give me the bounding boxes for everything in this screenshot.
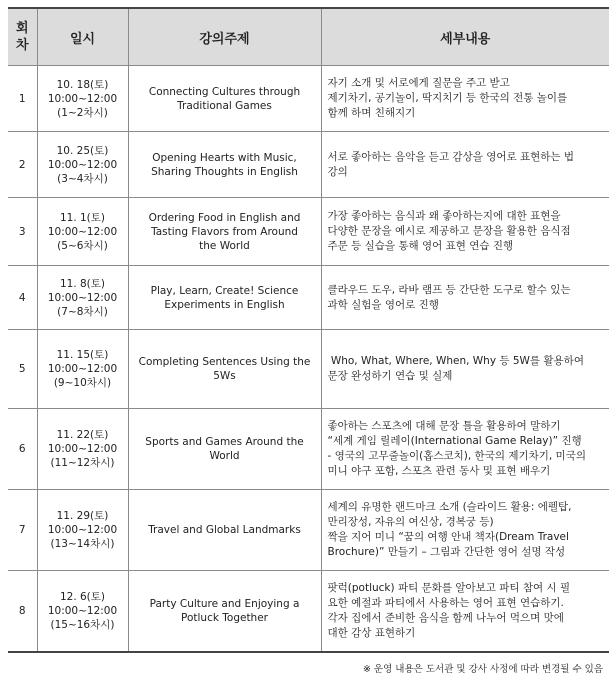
topic-line: Completing Sentences Using the	[138, 356, 311, 368]
table-row	[8, 266, 609, 330]
round-number: 1	[8, 66, 37, 132]
datetime-cell	[37, 571, 128, 652]
topic-line: Travel and Global Landmarks	[148, 524, 301, 536]
header-topic: 강의주제	[128, 8, 321, 66]
topic-cell	[128, 571, 321, 652]
detail-line: 요한 예절과 파티에서 사용하는 영어 표현 연습하기.	[327, 596, 564, 609]
session-text: (11~12차시)	[50, 457, 115, 469]
table-row	[8, 571, 609, 652]
round-number: 5	[8, 330, 37, 409]
table-row	[8, 409, 609, 490]
detail-line: 미니 야구 포함, 스포츠 관련 동사 및 표현 배우기	[327, 465, 551, 477]
topic-cell	[128, 198, 321, 266]
detail-line: Who, What, Where, When, Why 등 5W를 활용하여	[327, 355, 584, 367]
detail-line: 문장 완성하기 연습 및 실제	[327, 370, 453, 382]
topic-line: Tasting Flavors from Around	[151, 225, 298, 238]
table-row	[8, 198, 609, 266]
detail-line: 좋아하는 스포츠에 대해 문장 틀을 활용하여 말하기	[327, 420, 561, 432]
topic-line: the World	[199, 239, 250, 252]
topic-cell	[128, 66, 321, 132]
detail-cell	[321, 330, 609, 409]
topic-cell	[128, 330, 321, 409]
detail-line: 세계의 유명한 랜드마크 소개 (슬라이드 활용: 에펠탑,	[327, 501, 572, 513]
datetime-cell	[37, 266, 128, 330]
detail-line: 각자 집에서 준비한 음식을 함께 나누어 먹으며 맛에	[327, 611, 564, 624]
topic-cell	[128, 409, 321, 490]
topic-line: Ordering Food in English and	[148, 211, 301, 224]
header-round-line-1: 회	[15, 21, 29, 36]
detail-line: 서로 좋아하는 음악을 듣고 감상을 영어로 표현하는 법	[327, 150, 575, 163]
detail-line: 강의	[327, 165, 348, 178]
schedule-table	[8, 7, 609, 653]
date-text: 11. 22(토)	[56, 429, 109, 441]
header-row	[8, 8, 609, 66]
topic-line: Potluck Together	[181, 611, 268, 624]
detail-cell	[321, 409, 609, 490]
topic-line: Sports and Games Around the	[145, 436, 304, 448]
header-details: 세부내용	[321, 8, 609, 66]
date-text: 11. 8(토)	[59, 277, 106, 290]
detail-line: 다양한 문장을 예시로 제공하고 문장을 활용한 음식점	[327, 225, 571, 237]
time-text: 10:00~12:00	[47, 443, 118, 455]
header-round	[8, 8, 37, 66]
detail-cell	[321, 66, 609, 132]
header-round-line-2: 차	[15, 38, 29, 53]
session-text: (5~6차시)	[57, 239, 108, 252]
detail-line: 클라우드 도우, 라바 램프 등 간단한 도구로 할수 있는	[327, 283, 571, 296]
session-text: (1~2차시)	[57, 106, 108, 119]
date-text: 12. 6(토)	[59, 590, 106, 603]
topic-line: Sharing Thoughts in English	[151, 165, 298, 178]
datetime-cell	[37, 409, 128, 490]
detail-line: 대한 감상 표현하기	[327, 626, 416, 639]
detail-line: 주문 등 실습을 통해 영어 표현 연습 진행	[327, 240, 514, 252]
session-text: (7~8차시)	[57, 305, 108, 318]
datetime-cell	[37, 66, 128, 132]
topic-line: Traditional Games	[177, 99, 272, 112]
topic-line: 5Ws	[213, 370, 236, 382]
datetime-cell	[37, 132, 128, 198]
detail-cell	[321, 490, 609, 571]
round-number: 6	[8, 409, 37, 490]
round-number: 8	[8, 571, 37, 652]
topic-cell	[128, 490, 321, 571]
detail-cell	[321, 132, 609, 198]
datetime-cell	[37, 330, 128, 409]
table-row	[8, 132, 609, 198]
footnote: ※ 운영 내용은 도서관 및 강사 사정에 따라 변경될 수 있음	[362, 664, 603, 675]
topic-line: Connecting Cultures through	[148, 85, 301, 98]
datetime-cell	[37, 490, 128, 571]
topic-cell	[128, 266, 321, 330]
topic-line: World	[209, 450, 240, 462]
date-text: 11. 15(토)	[56, 349, 109, 361]
header-datetime: 일시	[37, 8, 128, 66]
detail-line: “세계 게임 릴레이(International Game Relay)” 진행	[327, 435, 582, 447]
detail-line: 함께 하며 친해지기	[327, 107, 416, 119]
detail-line: 짝을 지어 미니 “꿈의 여행 안내 책자(Dream Travel	[327, 531, 569, 543]
table-row	[8, 66, 609, 132]
detail-line: 가장 좋아하는 음식과 왜 좋아하는지에 대한 표현을	[327, 210, 561, 222]
session-text: (3~4차시)	[57, 172, 108, 185]
time-text: 10:00~12:00	[47, 363, 118, 375]
round-number: 2	[8, 132, 37, 198]
detail-line: 제기차기, 공기놀이, 딱지치기 등 한국의 전통 놀이를	[327, 92, 568, 104]
date-text: 10. 18(토)	[56, 78, 109, 91]
round-number: 4	[8, 266, 37, 330]
round-number: 7	[8, 490, 37, 571]
topic-cell	[128, 132, 321, 198]
session-text: (13~14차시)	[50, 538, 115, 550]
date-text: 11. 1(토)	[59, 211, 106, 224]
table-row	[8, 490, 609, 571]
round-number: 3	[8, 198, 37, 266]
date-text: 11. 29(토)	[56, 510, 109, 522]
time-text: 10:00~12:00	[47, 225, 118, 238]
topic-line: Opening Hearts with Music,	[152, 151, 297, 164]
detail-cell	[321, 198, 609, 266]
topic-line: Experiments in English	[164, 298, 285, 311]
detail-line: Brochure)” 만들기 – 그림과 간단한 영어 설명 작성	[327, 546, 566, 558]
datetime-cell	[37, 198, 128, 266]
time-text: 10:00~12:00	[47, 291, 118, 304]
session-text: (15~16차시)	[50, 618, 115, 631]
detail-line: 팟럭(potluck) 파티 문화를 알아보고 파티 참여 시 필	[327, 581, 571, 594]
time-text: 10:00~12:00	[47, 158, 118, 171]
detail-line: 자기 소개 및 서로에게 질문을 주고 받고	[327, 77, 510, 89]
topic-line: Party Culture and Enjoying a	[149, 597, 300, 610]
detail-cell	[321, 266, 609, 330]
date-text: 10. 25(토)	[56, 144, 109, 157]
time-text: 10:00~12:00	[47, 604, 118, 617]
table-row	[8, 330, 609, 409]
detail-cell	[321, 571, 609, 652]
detail-line: 만리장성, 자유의 여신상, 경복궁 등)	[327, 516, 494, 528]
time-text: 10:00~12:00	[47, 524, 118, 536]
session-text: (9~10차시)	[53, 377, 112, 389]
topic-line: Play, Learn, Create! Science	[150, 284, 299, 297]
time-text: 10:00~12:00	[47, 92, 118, 105]
detail-line: - 영국의 고무줄놀이(홉스코치), 한국의 제기차기, 미국의	[327, 450, 586, 462]
detail-line: 과학 실험을 영어로 진행	[327, 298, 439, 311]
